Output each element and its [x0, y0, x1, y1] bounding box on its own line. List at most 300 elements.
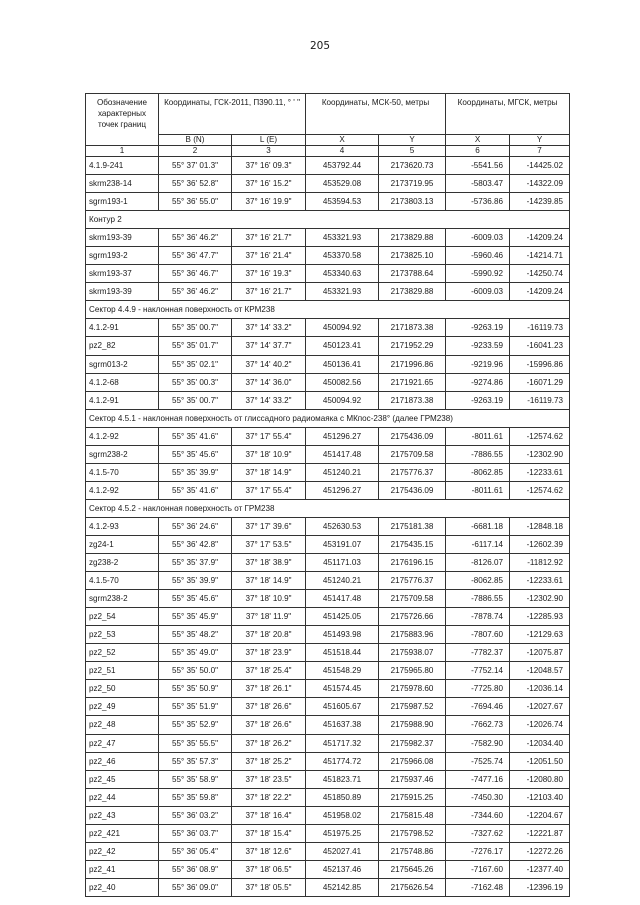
table-body	[86, 157, 570, 897]
header-mgsk-x: X	[446, 135, 510, 146]
table-row	[86, 770, 570, 788]
msk-x-cell: 452630.53	[306, 517, 379, 535]
msk-x-cell: 453321.93	[306, 229, 379, 247]
latitude-b-cell: 55° 35' 59.8"	[159, 788, 232, 806]
mgsk-y-cell: -12272.26	[510, 842, 570, 860]
mgsk-x-cell: -7807.60	[446, 626, 510, 644]
msk-y-cell: 2175988.90	[379, 716, 446, 734]
msk-x-cell: 451548.29	[306, 662, 379, 680]
msk-x-cell: 453370.58	[306, 247, 379, 265]
mgsk-y-cell: -12051.50	[510, 752, 570, 770]
mgsk-x-cell: -8011.61	[446, 481, 510, 499]
msk-x-cell: 451417.48	[306, 445, 379, 463]
longitude-l-cell: 37° 18' 26.6"	[232, 698, 306, 716]
table-row	[86, 788, 570, 806]
table-row	[86, 734, 570, 752]
msk-y-cell: 2175982.37	[379, 734, 446, 752]
mgsk-y-cell: -14214.71	[510, 247, 570, 265]
table-row	[86, 337, 570, 355]
mgsk-y-cell: -12285.93	[510, 608, 570, 626]
msk-x-cell: 451171.03	[306, 554, 379, 572]
point-name-cell: pz2_40	[86, 878, 159, 896]
msk-y-cell: 2175645.26	[379, 860, 446, 878]
mgsk-x-cell: -5990.92	[446, 265, 510, 283]
msk-x-cell: 451717.32	[306, 734, 379, 752]
point-name-cell: 4.1.2-91	[86, 391, 159, 409]
longitude-l-cell: 37° 18' 26.2"	[232, 734, 306, 752]
mgsk-y-cell: -14239.85	[510, 193, 570, 211]
mgsk-x-cell: -6117.14	[446, 535, 510, 553]
point-name-cell: pz2_52	[86, 644, 159, 662]
msk-x-cell: 451240.21	[306, 572, 379, 590]
longitude-l-cell: 37° 16' 09.3"	[232, 157, 306, 175]
msk-y-cell: 2173829.88	[379, 283, 446, 301]
latitude-b-cell: 55° 36' 55.0"	[159, 193, 232, 211]
msk-y-cell: 2175776.37	[379, 463, 446, 481]
longitude-l-cell: 37° 16' 19.3"	[232, 265, 306, 283]
table-row	[86, 157, 570, 175]
section-row	[86, 301, 570, 319]
longitude-l-cell: 37° 18' 26.1"	[232, 680, 306, 698]
table-row	[86, 391, 570, 409]
longitude-l-cell: 37° 18' 38.9"	[232, 554, 306, 572]
latitude-b-cell: 55° 35' 45.6"	[159, 445, 232, 463]
msk-y-cell: 2175435.15	[379, 535, 446, 553]
msk-x-cell: 451240.21	[306, 463, 379, 481]
section-row	[86, 211, 570, 229]
msk-x-cell: 450094.92	[306, 391, 379, 409]
longitude-l-cell: 37° 18' 11.9"	[232, 608, 306, 626]
latitude-b-cell: 55° 35' 50.0"	[159, 662, 232, 680]
mgsk-y-cell: -12233.61	[510, 463, 570, 481]
msk-y-cell: 2173719.95	[379, 175, 446, 193]
header-msk: Координаты, МСК-50, метры	[306, 94, 446, 135]
latitude-b-cell: 55° 35' 37.9"	[159, 554, 232, 572]
mgsk-x-cell: -7662.73	[446, 716, 510, 734]
longitude-l-cell: 37° 18' 14.9"	[232, 463, 306, 481]
msk-y-cell: 2173825.10	[379, 247, 446, 265]
latitude-b-cell: 55° 35' 49.0"	[159, 644, 232, 662]
point-name-cell: 4.1.2-93	[86, 517, 159, 535]
latitude-b-cell: 55° 35' 51.9"	[159, 698, 232, 716]
mgsk-y-cell: -12103.40	[510, 788, 570, 806]
point-name-cell: sgrm193-2	[86, 247, 159, 265]
msk-x-cell: 451574.45	[306, 680, 379, 698]
longitude-l-cell: 37° 14' 37.7"	[232, 337, 306, 355]
point-name-cell: pz2_41	[86, 860, 159, 878]
point-name-cell: pz2_51	[86, 662, 159, 680]
mgsk-x-cell: -7752.14	[446, 662, 510, 680]
mgsk-x-cell: -7886.55	[446, 590, 510, 608]
mgsk-y-cell: -14250.74	[510, 265, 570, 283]
mgsk-x-cell: -6009.03	[446, 229, 510, 247]
mgsk-y-cell: -14322.09	[510, 175, 570, 193]
point-name-cell: 4.1.5-70	[86, 572, 159, 590]
latitude-b-cell: 55° 35' 52.9"	[159, 716, 232, 734]
header-l: L (E)	[232, 135, 306, 146]
point-name-cell: pz2_421	[86, 824, 159, 842]
header-mgsk: Координаты, МГСК, метры	[446, 94, 570, 135]
table-row	[86, 608, 570, 626]
msk-y-cell: 2175726.66	[379, 608, 446, 626]
msk-x-cell: 451975.25	[306, 824, 379, 842]
msk-y-cell: 2171952.29	[379, 337, 446, 355]
table-row	[86, 878, 570, 896]
msk-y-cell: 2175978.60	[379, 680, 446, 698]
latitude-b-cell: 55° 36' 47.7"	[159, 247, 232, 265]
point-name-cell: sgrm193-1	[86, 193, 159, 211]
longitude-l-cell: 37° 18' 23.9"	[232, 644, 306, 662]
column-number: 5	[379, 146, 446, 157]
latitude-b-cell: 55° 35' 39.9"	[159, 463, 232, 481]
mgsk-x-cell: -7450.30	[446, 788, 510, 806]
msk-y-cell: 2173620.73	[379, 157, 446, 175]
msk-x-cell: 450082.56	[306, 373, 379, 391]
table-row	[86, 716, 570, 734]
table-row	[86, 698, 570, 716]
point-name-cell: zg24-1	[86, 535, 159, 553]
point-name-cell: pz2_82	[86, 337, 159, 355]
mgsk-y-cell: -15996.86	[510, 355, 570, 373]
msk-y-cell: 2171873.38	[379, 391, 446, 409]
latitude-b-cell: 55° 36' 46.2"	[159, 283, 232, 301]
latitude-b-cell: 55° 36' 52.8"	[159, 175, 232, 193]
mgsk-x-cell: -7782.37	[446, 644, 510, 662]
mgsk-x-cell: -7725.80	[446, 680, 510, 698]
mgsk-y-cell: -12048.57	[510, 662, 570, 680]
mgsk-y-cell: -12602.39	[510, 535, 570, 553]
point-name-cell: 4.1.2-92	[86, 481, 159, 499]
column-number: 1	[86, 146, 159, 157]
point-name-cell: pz2_50	[86, 680, 159, 698]
point-name-cell: pz2_45	[86, 770, 159, 788]
latitude-b-cell: 55° 35' 50.9"	[159, 680, 232, 698]
msk-x-cell: 451637.38	[306, 716, 379, 734]
section-title: Сектор 4.4.9 - наклонная поверхность от КРМ238	[86, 301, 570, 319]
mgsk-y-cell: -12574.62	[510, 481, 570, 499]
msk-x-cell: 451417.48	[306, 590, 379, 608]
table-row	[86, 860, 570, 878]
longitude-l-cell: 37° 18' 23.5"	[232, 770, 306, 788]
point-name-cell: skrm238-14	[86, 175, 159, 193]
section-title: Контур 2	[86, 211, 570, 229]
point-name-cell: pz2_46	[86, 752, 159, 770]
table-row	[86, 824, 570, 842]
msk-x-cell: 450094.92	[306, 319, 379, 337]
mgsk-x-cell: -9263.19	[446, 319, 510, 337]
latitude-b-cell: 55° 35' 57.3"	[159, 752, 232, 770]
msk-x-cell: 451850.89	[306, 788, 379, 806]
point-name-cell: skrm193-39	[86, 283, 159, 301]
latitude-b-cell: 55° 36' 09.0"	[159, 878, 232, 896]
msk-y-cell: 2175709.58	[379, 590, 446, 608]
mgsk-y-cell: -12377.40	[510, 860, 570, 878]
point-name-cell: pz2_42	[86, 842, 159, 860]
latitude-b-cell: 55° 35' 00.7"	[159, 391, 232, 409]
mgsk-y-cell: -12848.18	[510, 517, 570, 535]
page-number: 205	[309, 40, 331, 52]
msk-x-cell: 451493.98	[306, 626, 379, 644]
msk-y-cell: 2175181.38	[379, 517, 446, 535]
longitude-l-cell: 37° 17' 55.4"	[232, 427, 306, 445]
section-title: Сектор 4.5.2 - наклонная поверхность от ГРМ238	[86, 499, 570, 517]
msk-y-cell: 2175436.09	[379, 481, 446, 499]
mgsk-x-cell: -9233.59	[446, 337, 510, 355]
mgsk-y-cell: -16119.73	[510, 319, 570, 337]
mgsk-x-cell: -8062.85	[446, 463, 510, 481]
point-name-cell: pz2_53	[86, 626, 159, 644]
mgsk-y-cell: -16071.29	[510, 373, 570, 391]
table-row	[86, 355, 570, 373]
table-row	[86, 535, 570, 553]
msk-x-cell: 451425.05	[306, 608, 379, 626]
header-gsk: Координаты, ГСК-2011, П390.11, ° ' "	[159, 94, 306, 135]
point-name-cell: 4.1.5-70	[86, 463, 159, 481]
section-title: Сектор 4.5.1 - наклонная поверхность от глиссадного радиомаяка с МКпос-238° (далее ГРМ238)	[86, 409, 570, 427]
msk-y-cell: 2173788.64	[379, 265, 446, 283]
point-name-cell: pz2_44	[86, 788, 159, 806]
msk-x-cell: 451296.27	[306, 481, 379, 499]
table-row	[86, 481, 570, 499]
longitude-l-cell: 37° 18' 25.4"	[232, 662, 306, 680]
longitude-l-cell: 37° 16' 21.7"	[232, 229, 306, 247]
longitude-l-cell: 37° 18' 20.8"	[232, 626, 306, 644]
table-row	[86, 319, 570, 337]
msk-x-cell: 453792.44	[306, 157, 379, 175]
msk-x-cell: 453594.53	[306, 193, 379, 211]
latitude-b-cell: 55° 35' 41.6"	[159, 427, 232, 445]
coordinates-table	[85, 93, 570, 897]
table-row	[86, 842, 570, 860]
table-row	[86, 662, 570, 680]
column-number: 2	[159, 146, 232, 157]
mgsk-y-cell: -16119.73	[510, 391, 570, 409]
mgsk-x-cell: -6681.18	[446, 517, 510, 535]
mgsk-y-cell: -12221.87	[510, 824, 570, 842]
point-name-cell: pz2_54	[86, 608, 159, 626]
longitude-l-cell: 37° 18' 06.5"	[232, 860, 306, 878]
latitude-b-cell: 55° 36' 46.7"	[159, 265, 232, 283]
latitude-b-cell: 55° 35' 55.5"	[159, 734, 232, 752]
latitude-b-cell: 55° 35' 45.6"	[159, 590, 232, 608]
longitude-l-cell: 37° 17' 55.4"	[232, 481, 306, 499]
longitude-l-cell: 37° 16' 21.4"	[232, 247, 306, 265]
mgsk-x-cell: -9274.86	[446, 373, 510, 391]
section-row	[86, 409, 570, 427]
msk-y-cell: 2175938.07	[379, 644, 446, 662]
mgsk-x-cell: -7694.46	[446, 698, 510, 716]
msk-y-cell: 2175883.96	[379, 626, 446, 644]
latitude-b-cell: 55° 35' 41.6"	[159, 481, 232, 499]
mgsk-x-cell: -7886.55	[446, 445, 510, 463]
mgsk-x-cell: -7477.16	[446, 770, 510, 788]
mgsk-y-cell: -12129.63	[510, 626, 570, 644]
table-row	[86, 752, 570, 770]
longitude-l-cell: 37° 14' 40.2"	[232, 355, 306, 373]
table-row	[86, 427, 570, 445]
point-name-cell: 4.1.2-91	[86, 319, 159, 337]
msk-y-cell: 2175966.08	[379, 752, 446, 770]
mgsk-y-cell: -12396.19	[510, 878, 570, 896]
longitude-l-cell: 37° 18' 22.2"	[232, 788, 306, 806]
mgsk-x-cell: -7344.60	[446, 806, 510, 824]
mgsk-y-cell: -12034.40	[510, 734, 570, 752]
mgsk-y-cell: -16041.23	[510, 337, 570, 355]
mgsk-y-cell: -12036.14	[510, 680, 570, 698]
msk-x-cell: 451774.72	[306, 752, 379, 770]
point-name-cell: skrm193-37	[86, 265, 159, 283]
point-name-cell: pz2_47	[86, 734, 159, 752]
latitude-b-cell: 55° 35' 01.7"	[159, 337, 232, 355]
longitude-l-cell: 37° 14' 36.0"	[232, 373, 306, 391]
mgsk-x-cell: -5736.86	[446, 193, 510, 211]
latitude-b-cell: 55° 35' 58.9"	[159, 770, 232, 788]
table-row	[86, 806, 570, 824]
longitude-l-cell: 37° 18' 16.4"	[232, 806, 306, 824]
msk-y-cell: 2175776.37	[379, 572, 446, 590]
mgsk-y-cell: -12075.87	[510, 644, 570, 662]
table-header	[86, 94, 570, 157]
mgsk-x-cell: -7327.62	[446, 824, 510, 842]
table-row	[86, 175, 570, 193]
table-row	[86, 193, 570, 211]
latitude-b-cell: 55° 35' 45.9"	[159, 608, 232, 626]
longitude-l-cell: 37° 16' 19.9"	[232, 193, 306, 211]
table-row	[86, 590, 570, 608]
mgsk-y-cell: -12574.62	[510, 427, 570, 445]
mgsk-y-cell: -12080.80	[510, 770, 570, 788]
table-row	[86, 283, 570, 301]
mgsk-x-cell: -8011.61	[446, 427, 510, 445]
msk-x-cell: 451605.67	[306, 698, 379, 716]
table-row	[86, 373, 570, 391]
msk-x-cell: 450123.41	[306, 337, 379, 355]
latitude-b-cell: 55° 36' 24.6"	[159, 517, 232, 535]
msk-y-cell: 2175748.86	[379, 842, 446, 860]
longitude-l-cell: 37° 18' 12.6"	[232, 842, 306, 860]
table-row	[86, 463, 570, 481]
mgsk-x-cell: -9263.19	[446, 391, 510, 409]
msk-x-cell: 451958.02	[306, 806, 379, 824]
mgsk-x-cell: -7582.90	[446, 734, 510, 752]
longitude-l-cell: 37° 14' 33.2"	[232, 319, 306, 337]
table-row	[86, 572, 570, 590]
latitude-b-cell: 55° 35' 00.3"	[159, 373, 232, 391]
table-row	[86, 517, 570, 535]
msk-y-cell: 2173803.13	[379, 193, 446, 211]
latitude-b-cell: 55° 36' 08.9"	[159, 860, 232, 878]
longitude-l-cell: 37° 18' 15.4"	[232, 824, 306, 842]
mgsk-y-cell: -12027.67	[510, 698, 570, 716]
longitude-l-cell: 37° 18' 05.5"	[232, 878, 306, 896]
mgsk-x-cell: -9219.96	[446, 355, 510, 373]
latitude-b-cell: 55° 36' 03.2"	[159, 806, 232, 824]
column-number: 4	[306, 146, 379, 157]
header-points: Обозначение характерных точек границ	[86, 94, 159, 146]
point-name-cell: zg238-2	[86, 554, 159, 572]
header-b: B (N)	[159, 135, 232, 146]
header-mgsk-y: Y	[510, 135, 570, 146]
latitude-b-cell: 55° 36' 03.7"	[159, 824, 232, 842]
msk-y-cell: 2175937.46	[379, 770, 446, 788]
mgsk-x-cell: -5803.47	[446, 175, 510, 193]
msk-y-cell: 2175915.25	[379, 788, 446, 806]
msk-y-cell: 2171921.65	[379, 373, 446, 391]
latitude-b-cell: 55° 35' 00.7"	[159, 319, 232, 337]
mgsk-y-cell: -14425.02	[510, 157, 570, 175]
longitude-l-cell: 37° 18' 26.6"	[232, 716, 306, 734]
point-name-cell: pz2_49	[86, 698, 159, 716]
msk-y-cell: 2175436.09	[379, 427, 446, 445]
mgsk-x-cell: -5541.56	[446, 157, 510, 175]
point-name-cell: sgrm238-2	[86, 445, 159, 463]
msk-y-cell: 2176196.15	[379, 554, 446, 572]
mgsk-x-cell: -8126.07	[446, 554, 510, 572]
table-row	[86, 247, 570, 265]
mgsk-y-cell: -12204.67	[510, 806, 570, 824]
latitude-b-cell: 55° 36' 46.2"	[159, 229, 232, 247]
point-name-cell: 4.1.2-92	[86, 427, 159, 445]
msk-x-cell: 453321.93	[306, 283, 379, 301]
mgsk-y-cell: -14209.24	[510, 283, 570, 301]
msk-x-cell: 451296.27	[306, 427, 379, 445]
header-msk-x: X	[306, 135, 379, 146]
mgsk-x-cell: -5960.46	[446, 247, 510, 265]
mgsk-x-cell: -7167.60	[446, 860, 510, 878]
msk-y-cell: 2175709.58	[379, 445, 446, 463]
column-number: 3	[232, 146, 306, 157]
point-name-cell: sgrm013-2	[86, 355, 159, 373]
table-row	[86, 554, 570, 572]
msk-x-cell: 452027.41	[306, 842, 379, 860]
point-name-cell: 4.1.2-68	[86, 373, 159, 391]
msk-x-cell: 451518.44	[306, 644, 379, 662]
mgsk-y-cell: -12026.74	[510, 716, 570, 734]
mgsk-x-cell: -8062.85	[446, 572, 510, 590]
latitude-b-cell: 55° 35' 39.9"	[159, 572, 232, 590]
msk-x-cell: 450136.41	[306, 355, 379, 373]
point-name-cell: skrm193-39	[86, 229, 159, 247]
msk-x-cell: 451823.71	[306, 770, 379, 788]
mgsk-y-cell: -12302.90	[510, 590, 570, 608]
msk-y-cell: 2171996.86	[379, 355, 446, 373]
mgsk-x-cell: -7878.74	[446, 608, 510, 626]
longitude-l-cell: 37° 18' 14.9"	[232, 572, 306, 590]
mgsk-y-cell: -14209.24	[510, 229, 570, 247]
table-row	[86, 445, 570, 463]
latitude-b-cell: 55° 35' 02.1"	[159, 355, 232, 373]
msk-y-cell: 2175987.52	[379, 698, 446, 716]
mgsk-x-cell: -6009.03	[446, 283, 510, 301]
table-row	[86, 644, 570, 662]
msk-x-cell: 452137.46	[306, 860, 379, 878]
longitude-l-cell: 37° 18' 10.9"	[232, 445, 306, 463]
latitude-b-cell: 55° 36' 05.4"	[159, 842, 232, 860]
table-row	[86, 680, 570, 698]
msk-y-cell: 2173829.88	[379, 229, 446, 247]
msk-x-cell: 453191.07	[306, 535, 379, 553]
msk-x-cell: 453529.08	[306, 175, 379, 193]
longitude-l-cell: 37° 16' 15.2"	[232, 175, 306, 193]
longitude-l-cell: 37° 16' 21.7"	[232, 283, 306, 301]
latitude-b-cell: 55° 37' 01.3"	[159, 157, 232, 175]
latitude-b-cell: 55° 35' 48.2"	[159, 626, 232, 644]
table-row	[86, 229, 570, 247]
point-name-cell: pz2_48	[86, 716, 159, 734]
mgsk-y-cell: -12233.61	[510, 572, 570, 590]
mgsk-x-cell: -7276.17	[446, 842, 510, 860]
mgsk-y-cell: -12302.90	[510, 445, 570, 463]
